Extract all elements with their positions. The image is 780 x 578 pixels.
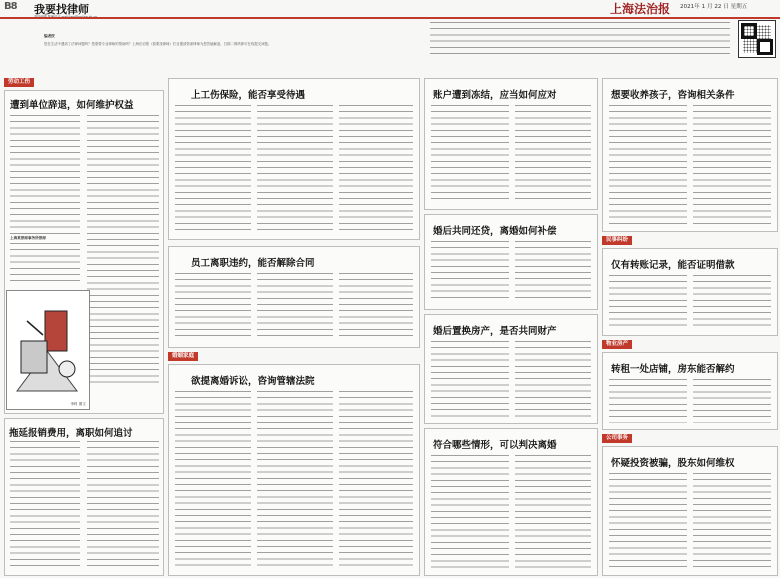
illustration-caption: 李科 图文 — [70, 402, 86, 406]
editor-intro — [44, 22, 424, 65]
section-tag-property: 物业房产 — [602, 340, 632, 349]
issue-date: 2021年 1 月 22 日 星期五 — [680, 4, 748, 10]
article-box-10 — [602, 78, 778, 232]
illustration — [6, 290, 90, 410]
page-code: B8 — [4, 1, 17, 12]
qr-code-icon[interactable] — [738, 20, 776, 58]
article-box-7 — [424, 214, 598, 310]
section-tag-marriage: 婚姻家庭 — [168, 352, 198, 361]
article-box-4 — [168, 364, 420, 576]
header-rule — [0, 17, 780, 19]
newspaper-masthead: 上海法治报 — [610, 2, 671, 16]
intro-text: 您在生活中遇到了法律问题吗？您需要专业律师的帮助吗？上海法治报《我要找律师》栏目邀请资深律师为您答疑解惑，扫描二维码即可在线提交问题。 — [44, 42, 272, 46]
article-title-4: 欲提离婚诉讼，咨询管辖法院 — [191, 376, 315, 387]
article-box-11 — [602, 248, 778, 336]
article-title-2: 上工伤保险，能否享受待遇 — [191, 90, 306, 101]
section-title: 我要找律师 — [34, 3, 89, 16]
article-box-12 — [602, 352, 778, 430]
article-box-8 — [424, 314, 598, 424]
article-title-8: 婚后置换房产，是否共同财产 — [433, 326, 557, 337]
article-box-1: 遭到单位辞退，如何维护权益 上海某律师事务所律师 — [4, 90, 164, 414]
article-box-13 — [602, 446, 778, 576]
article-title-12: 转租一处店铺，房东能否解约 — [611, 364, 735, 375]
article-title-1: 遭到单位辞退，如何维护权益 — [10, 100, 134, 111]
article-box-9 — [424, 428, 598, 576]
article-box-2 — [168, 78, 420, 240]
article-title-11: 仅有转账记录，能否证明借款 — [611, 260, 735, 271]
article-box-6 — [424, 78, 598, 210]
article-title-10: 想要收养孩子，咨询相关条件 — [611, 90, 735, 101]
article-title-13: 怀疑投资被骗，股东如何维权 — [611, 458, 735, 469]
article-title-6: 账户遭到冻结，应当如何应对 — [433, 90, 557, 101]
section-tag-labor: 劳动工伤 — [4, 78, 34, 87]
article-title-5: 拖延报销费用，离职如何追讨 — [9, 428, 133, 439]
section-tag-litigation: 民事纠纷 — [602, 236, 632, 245]
section-tag-company: 公司事务 — [602, 434, 632, 443]
page-header — [0, 0, 780, 14]
article-title-7: 婚后共同还贷，离婚如何补偿 — [433, 226, 557, 237]
intro-label: 编者按 — [44, 34, 55, 38]
intro-text-right — [430, 22, 730, 54]
article-title-9: 符合哪些情形，可以判决离婚 — [433, 440, 557, 451]
article-title-3: 员工离职违约，能否解除合同 — [191, 258, 315, 269]
article-box-3 — [168, 246, 420, 348]
article-box-5 — [4, 418, 164, 576]
